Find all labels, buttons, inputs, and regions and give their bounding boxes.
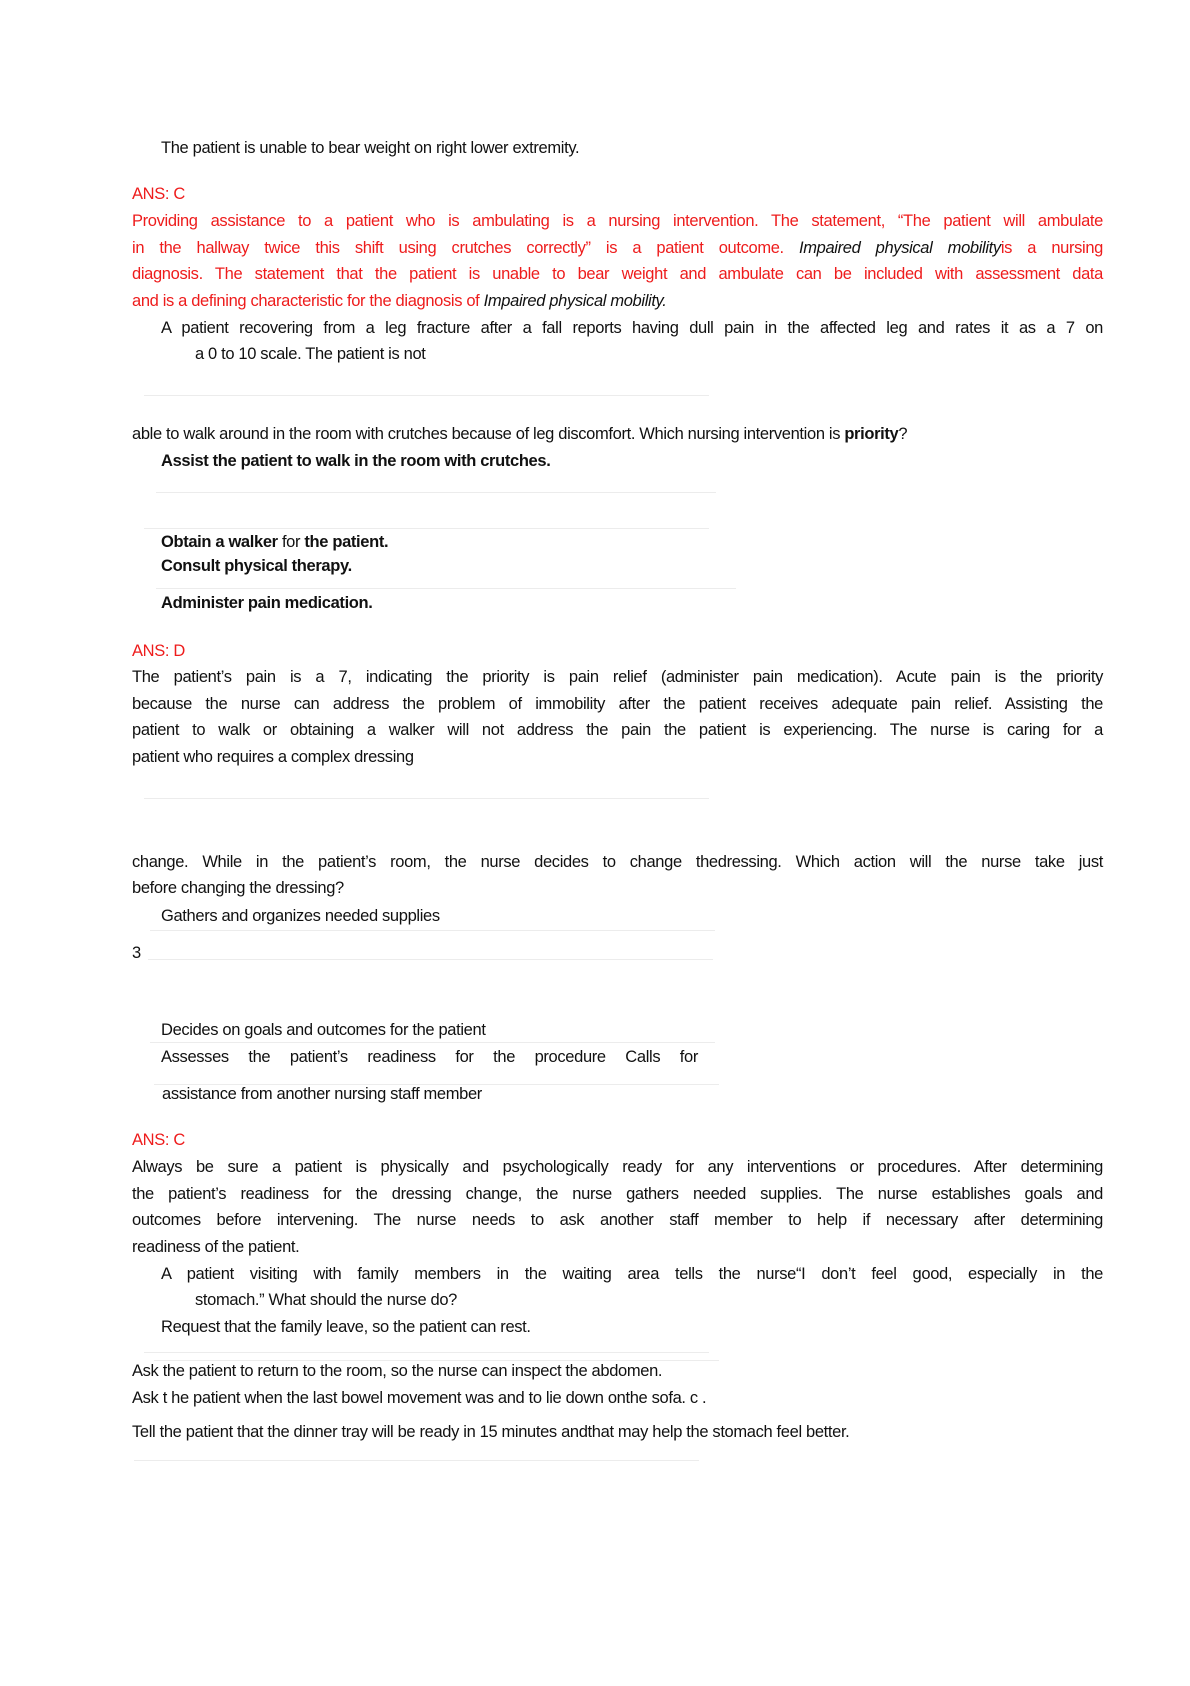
option-text: the patient.	[304, 533, 389, 551]
question-stem: A patient recovering from a leg fracture after a fall reports having dull pain in the affected leg and rates it as a 7 on	[161, 319, 1103, 337]
diagnosis-term: Impaired physical mobility.	[483, 292, 667, 310]
rationale-text: is a nursing	[1000, 239, 1103, 257]
question-stem	[132, 424, 907, 444]
option-text: The patient is unable to bear weight on right lower extremity.	[161, 139, 580, 157]
question-stem: change. While in the patient’s room, the nurse decides to change thedressing. Which action will the nurse take just	[132, 853, 1103, 871]
option-b[interactable]	[161, 532, 388, 552]
rationale-line: Always be sure a patient is physically and psychologically ready for any interventions or procedures. After determining	[132, 1158, 1103, 1176]
rationale-text: and is a defining characteristic for the diagnosis of	[132, 292, 484, 310]
question-stem: a 0 to 10 scale. The patient is not	[195, 345, 426, 363]
divider	[144, 1352, 709, 1353]
answer-label: ANS: C	[132, 185, 185, 203]
option-a[interactable]: Gathers and organizes needed supplies	[161, 907, 440, 925]
rationale-line: diagnosis. The statement that the patient is unable to bear weight and ambulate can be included with assessment data	[132, 265, 1103, 283]
option-text: for	[277, 533, 305, 551]
divider	[156, 492, 716, 493]
divider	[156, 588, 736, 589]
option-text: Obtain a walker	[161, 533, 278, 551]
divider	[134, 1460, 699, 1461]
rationale-line: because the nurse can address the problem of immobility after the patient receives adequate pain relief. Assisting the	[132, 695, 1103, 713]
option-c[interactable]: Consult physical therapy.	[161, 557, 352, 575]
option-d[interactable]: assistance from another nursing staff member	[162, 1085, 482, 1103]
option-d[interactable]: Administer pain medication.	[161, 594, 373, 612]
option-a[interactable]: Assist the patient to walk in the room with crutches.	[161, 452, 551, 470]
question-stem: before changing the dressing?	[132, 879, 344, 897]
divider	[150, 1042, 715, 1043]
rationale-line: the patient’s readiness for the dressing change, the nurse gathers needed supplies. The nurse establishes goals and	[132, 1185, 1103, 1203]
divider	[148, 959, 713, 960]
rationale-line: patient to walk or obtaining a walker will not address the pain the patient is experiencing. The nurse is caring for a	[132, 721, 1103, 739]
rationale-line	[132, 238, 1103, 258]
option-a[interactable]: Request that the family leave, so the patient can rest.	[161, 1318, 531, 1336]
page-number: 3	[132, 944, 141, 962]
divider	[144, 528, 709, 529]
rationale-line: readiness of the patient.	[132, 1238, 300, 1256]
rationale-line	[132, 291, 666, 311]
emphasis: priority	[844, 425, 899, 443]
answer-label: ANS: C	[132, 1131, 185, 1149]
option-b[interactable]: Decides on goals and outcomes for the patient	[161, 1021, 486, 1039]
divider	[150, 930, 715, 931]
rationale-line: Providing assistance to a patient who is ambulating is a nursing intervention. The statement, “The patient will ambulate	[132, 212, 1103, 230]
option-d[interactable]: Tell the patient that the dinner tray will be ready in 15 minutes andthat may help the stomach feel better.	[132, 1423, 850, 1441]
option-b[interactable]: Ask the patient to return to the room, so the nurse can inspect the abdomen.	[132, 1362, 663, 1380]
rationale-line: The patient’s pain is a 7, indicating the priority is pain relief (administer pain medication). Acute pain is the priority	[132, 668, 1103, 686]
question-stem: A patient visiting with family members in the waiting area tells the nurse“I don’t feel good, especially in the	[161, 1265, 1103, 1283]
rationale-text: in the hallway twice this shift using crutches correctly” is a patient outcome.	[132, 239, 800, 257]
option-c[interactable]: Ask t he patient when the last bowel movement was and to lie down onthe sofa. c .	[132, 1389, 707, 1407]
option-c[interactable]: Assesses the patient’s readiness for the procedure Calls for	[161, 1048, 698, 1066]
divider	[144, 395, 709, 396]
rationale-line: outcomes before intervening. The nurse needs to ask another staff member to help if necessary after determining	[132, 1211, 1103, 1229]
diagnosis-term: Impaired physical mobility	[799, 239, 1001, 257]
stem-text: ?	[898, 425, 908, 443]
answer-label: ANS: D	[132, 642, 185, 660]
question-stem: stomach.” What should the nurse do?	[195, 1291, 457, 1309]
rationale-line: patient who requires a complex dressing	[132, 748, 414, 766]
stem-text: able to walk around in the room with crutches because of leg discomfort. Which nursing intervention is	[132, 425, 845, 443]
divider	[144, 798, 709, 799]
